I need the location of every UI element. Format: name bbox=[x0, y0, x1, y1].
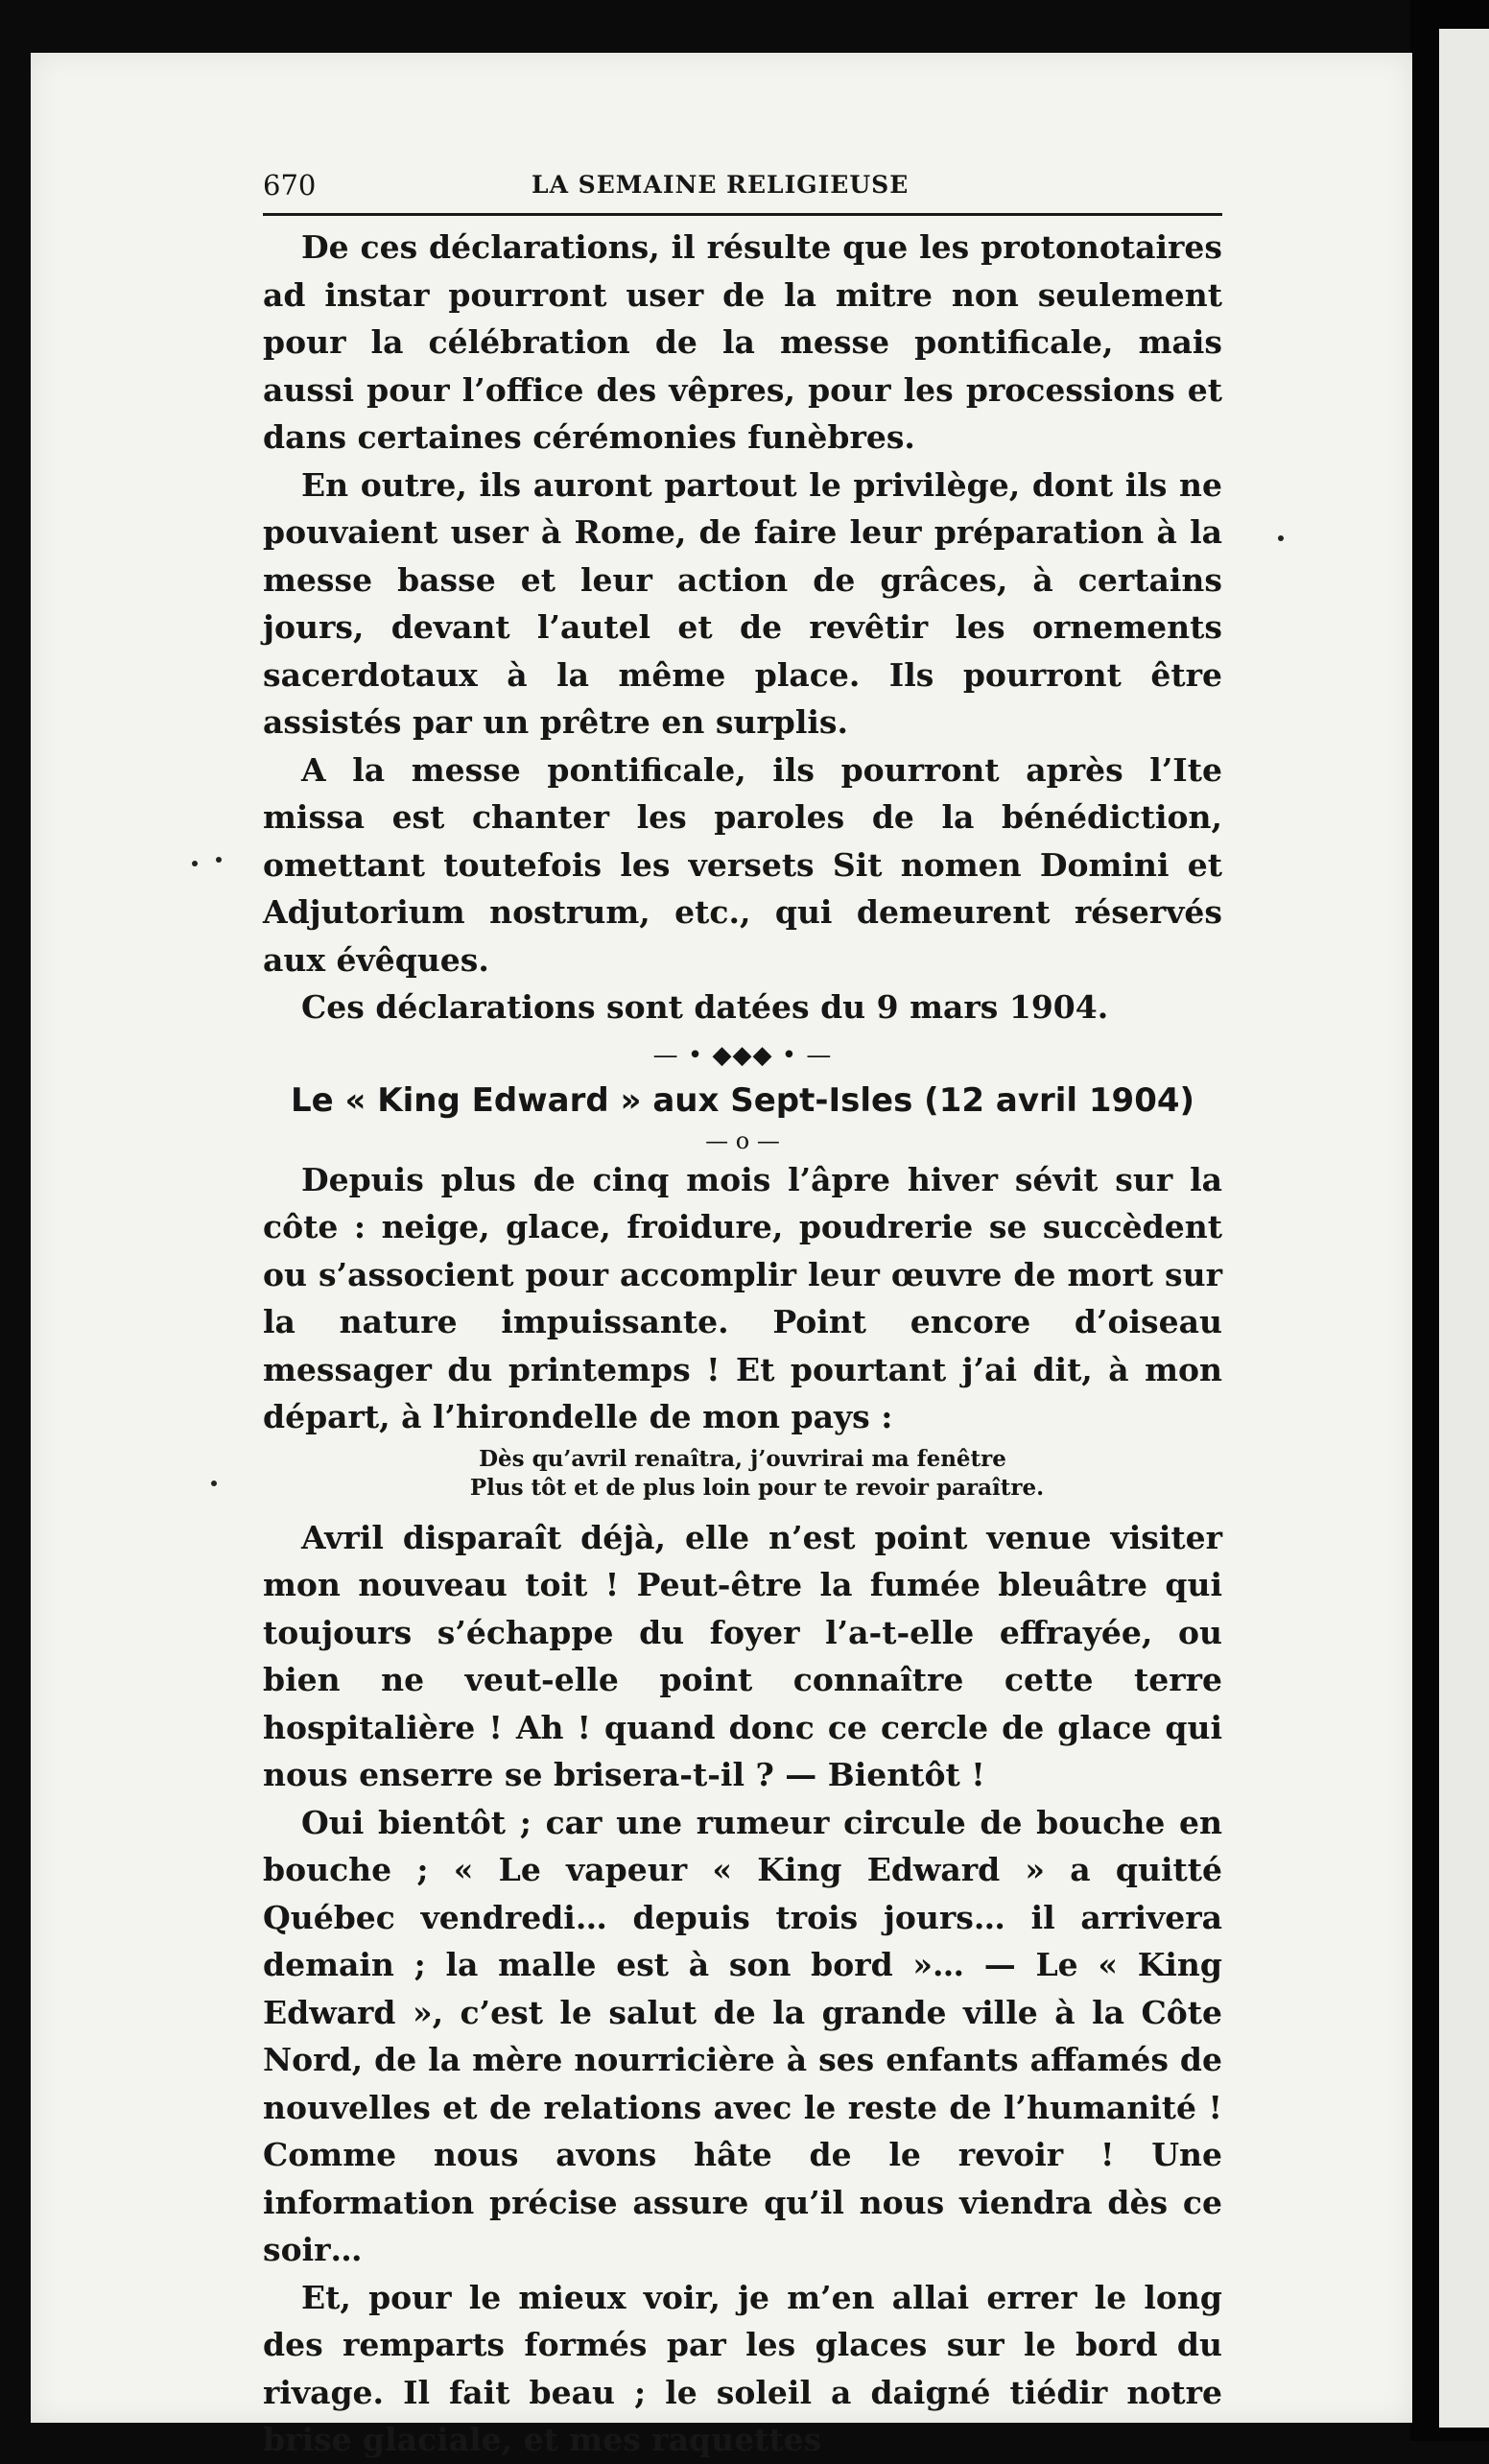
paragraph: Avril disparaît déjà, elle n’est point venue visiter mon nouveau toit ! Peut-être la fumée bleuâtre qui toujours s’échappe du foyer l’a-t-elle effrayée, ou bien ne veut-elle point connaître cette terre hospitalière ! Ah ! quand donc ce cercle de glace qui nous enserre se brisera-t-il ? — Bientôt ! bbox=[263, 1518, 1222, 1793]
verse-line-1: Dès qu’avril renaîtra, j’ouvrirai ma fenêtre bbox=[479, 1445, 1006, 1472]
paragraph: En outre, ils auront partout le privilège, dont ils ne pouvaient user à Rome, de faire leur préparation à la messe basse et leur action de grâces, à certains jours, devant l’autel et de revêtir les ornements sacerdotaux à la même place. Ils pourront être assistés par un prêtre en surplis. bbox=[263, 465, 1222, 741]
page-number: 670 bbox=[263, 169, 317, 201]
ink-speck bbox=[211, 1481, 217, 1486]
verse-line-2: Plus tôt et de plus loin pour te revoir paraître. bbox=[469, 1474, 1045, 1501]
ink-speck bbox=[216, 857, 222, 863]
title-separator: — o — bbox=[705, 1126, 780, 1154]
paragraph: Ces déclarations sont datées du 9 mars 1904. bbox=[301, 988, 1109, 1026]
ornament-separator: — • ◆◆◆ • — bbox=[652, 1040, 833, 1070]
paragraph: Oui bientôt ; car une rumeur circule de bouche en bouche ; « Le vapeur « King Edward » a quitté Québec vendredi… depuis trois jours… il arrivera demain ; la malle est à son bord »… — Le « King Edward », c’est le salut de la grande ville à la Côte Nord, de la mère nourricière à ses enfants affamés de nouvelles et de relations avec le reste de l’humanité ! Comme nous avons hâte de le revoir ! Une information précise assure qu’il nous viendra dès ce soir… bbox=[263, 1803, 1222, 2268]
running-title: LA SEMAINE RELIGIEUSE bbox=[532, 171, 910, 199]
paragraph: De ces déclarations, il résulte que les protonotaires ad instar pourront user de la mitre non seulement pour la célébration de la messe pontificale, mais aussi pour l’office des vêpres, pour les processions et dans certaines cérémonies funèbres. bbox=[263, 228, 1222, 456]
paragraph: Depuis plus de cinq mois l’âpre hiver sévit sur la côte : neige, glace, froidure, poudrerie se succèdent ou s’associent pour accomplir leur œuvre de mort sur la nature impuissante. Point encore d’oiseau messager du printemps ! Et pourtant j’ai dit, à mon départ, à l’hirondelle de mon pays : bbox=[263, 1160, 1222, 1435]
page-content bbox=[234, 163, 1222, 2464]
verse-quote bbox=[234, 1445, 1222, 1503]
ink-speck bbox=[1278, 535, 1284, 541]
article-title: Le « King Edward » aux Sept-Isles (12 avril 1904) bbox=[290, 1080, 1195, 1120]
paragraph: A la messe pontificale, ils pourront après l’Ite missa est chanter les paroles de la bénédiction, omettant toutefois les versets Sit nomen Domini et Adjutorium nostrum, etc., qui demeurent réservés aux évêques. bbox=[263, 750, 1222, 979]
header-rule bbox=[263, 213, 1222, 216]
running-head bbox=[234, 163, 1222, 205]
ink-speck bbox=[192, 861, 198, 866]
adjacent-page-edge bbox=[1439, 29, 1489, 2428]
paragraph: Et, pour le mieux voir, je m’en allai errer le long des remparts formés par les glaces sur le bord du rivage. Il fait beau ; le soleil a daigné tiédir notre brise glaciale, et mes raquettes bbox=[263, 2278, 1222, 2458]
